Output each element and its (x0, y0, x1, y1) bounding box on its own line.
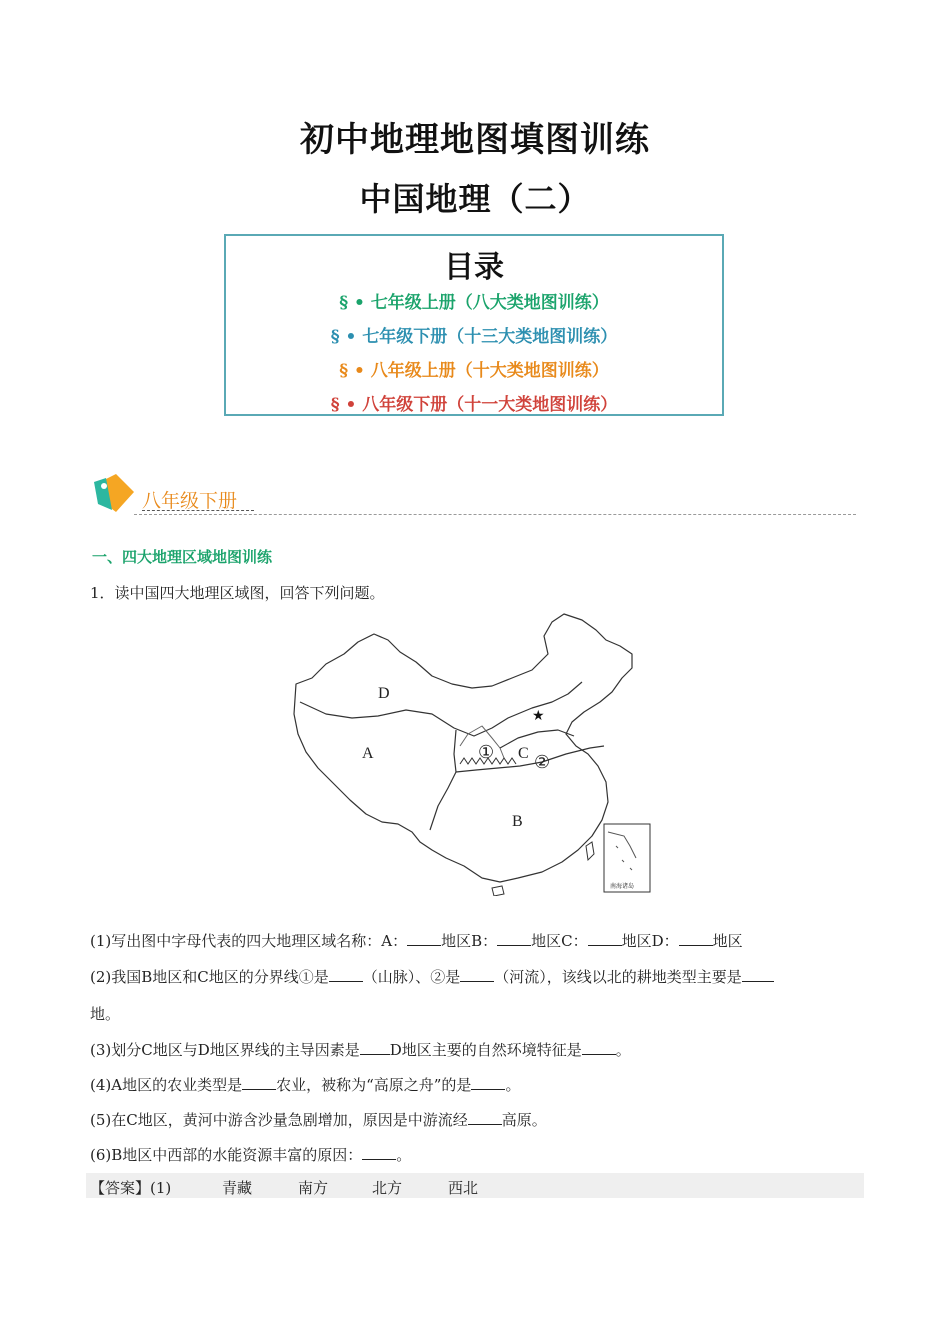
boundary-west (430, 772, 456, 830)
answer-value: 北方 (372, 1179, 403, 1197)
marker-1: ① (478, 742, 495, 763)
part2-text-a: (2)我国B地区和C地区的分界线①是 (90, 968, 329, 986)
part1-text-c: 地区C： (531, 932, 588, 950)
question-part-1 (90, 930, 743, 951)
question-part-5 (90, 1109, 547, 1130)
section-label-underline (142, 510, 254, 511)
part4-text-c: 。 (505, 1076, 521, 1094)
part1-text-a: (1)写出图中字母代表的四大地理区域名称：A： (90, 932, 408, 950)
part4-text-a: (4)A地区的农业类型是 (90, 1076, 243, 1094)
answer-blank[interactable] (742, 967, 774, 982)
question-part-2-cont: 地。 (90, 1005, 121, 1023)
answer-blank[interactable] (588, 931, 622, 946)
answer-value: 南方 (298, 1179, 329, 1197)
answer-blank[interactable] (362, 1145, 396, 1160)
toc-item-grade8-vol1[interactable]: § • 八年级上册（十大类地图训练） (339, 361, 609, 381)
answer-blank[interactable] (329, 967, 363, 982)
answer-label: 【答案】(1) (90, 1179, 172, 1197)
part2-text-b: （山脉）、②是 (362, 968, 461, 986)
answer-value: 西北 (448, 1179, 479, 1197)
answer-blank[interactable] (460, 967, 494, 982)
tag-icon (90, 470, 140, 518)
part6-text-b: 。 (396, 1146, 412, 1164)
part3-text-a: (3)划分C地区与D地区界线的主导因素是 (90, 1041, 360, 1059)
answer-blank[interactable] (407, 931, 441, 946)
region-label-c: C (518, 745, 529, 762)
answer-blank[interactable] (360, 1040, 390, 1055)
toc-item-grade7-vol2[interactable]: § • 七年级下册（十三大类地图训练） (330, 327, 618, 347)
marker-2: ② (534, 752, 551, 773)
part5-text-b: 高原。 (501, 1111, 547, 1129)
answer-blank[interactable] (242, 1075, 276, 1090)
region-label-b: B (512, 813, 523, 830)
part3-text-c: 。 (615, 1041, 631, 1059)
part1-text-b: 地区B： (441, 932, 498, 950)
boundary-c (500, 730, 574, 748)
question-part-6 (90, 1144, 411, 1165)
table-of-contents (224, 234, 724, 416)
answer-value: 青藏 (222, 1179, 253, 1197)
page-subtitle: 中国地理（二） (359, 180, 591, 218)
answer-blank[interactable] (582, 1040, 616, 1055)
question-part-3 (90, 1039, 631, 1060)
part2-text-c: （河流），该线以北的耕地类型主要是 (494, 968, 742, 986)
part5-text-a: (5)在C地区，黄河中游含沙量急剧增加，原因是中游流经 (90, 1111, 468, 1129)
section-divider (134, 514, 856, 515)
page-title: 初中地理地图填图训练 (300, 120, 650, 160)
hainan-island (492, 886, 504, 896)
question-part-2 (90, 966, 774, 987)
toc-item-grade7-vol1[interactable]: § • 七年级上册（八大类地图训练） (339, 293, 609, 313)
region-label-d: D (378, 685, 390, 702)
question-part-4 (90, 1074, 520, 1095)
part6-text-a: (6)B地区中西部的水能资源丰富的原因： (90, 1146, 363, 1164)
toc-heading: 目录 (444, 250, 504, 285)
answer-bar (86, 1173, 864, 1198)
toc-item-grade8-vol2[interactable]: § • 八年级下册（十一大类地图训练） (330, 395, 618, 415)
south-china-sea-inset (604, 824, 650, 892)
china-regions-map (286, 606, 654, 896)
answer-blank[interactable] (679, 931, 713, 946)
question-stem: 1．读中国四大地理区域图，回答下列问题。 (90, 584, 385, 602)
region-label-a: A (362, 745, 374, 762)
boundary-d-south (454, 730, 456, 772)
part4-text-b: 农业，被称为“高原之舟”的是 (276, 1076, 472, 1094)
china-outline (294, 614, 632, 882)
part3-text-b: D地区主要的自然环境特征是 (389, 1041, 582, 1059)
part1-text-d: 地区D： (621, 932, 679, 950)
answer-blank[interactable] (497, 931, 531, 946)
answer-blank[interactable] (468, 1110, 502, 1125)
taiwan-island (586, 842, 594, 860)
section-banner (90, 470, 856, 520)
inset-caption: 南海诸岛 (610, 883, 635, 890)
capital-star-icon: ★ (532, 708, 545, 724)
section-label: 八年级下册 (142, 490, 238, 512)
subsection-heading: 一、四大地理区域地图训练 (92, 548, 273, 566)
part1-text-e: 地区 (712, 932, 743, 950)
answer-blank[interactable] (471, 1075, 505, 1090)
